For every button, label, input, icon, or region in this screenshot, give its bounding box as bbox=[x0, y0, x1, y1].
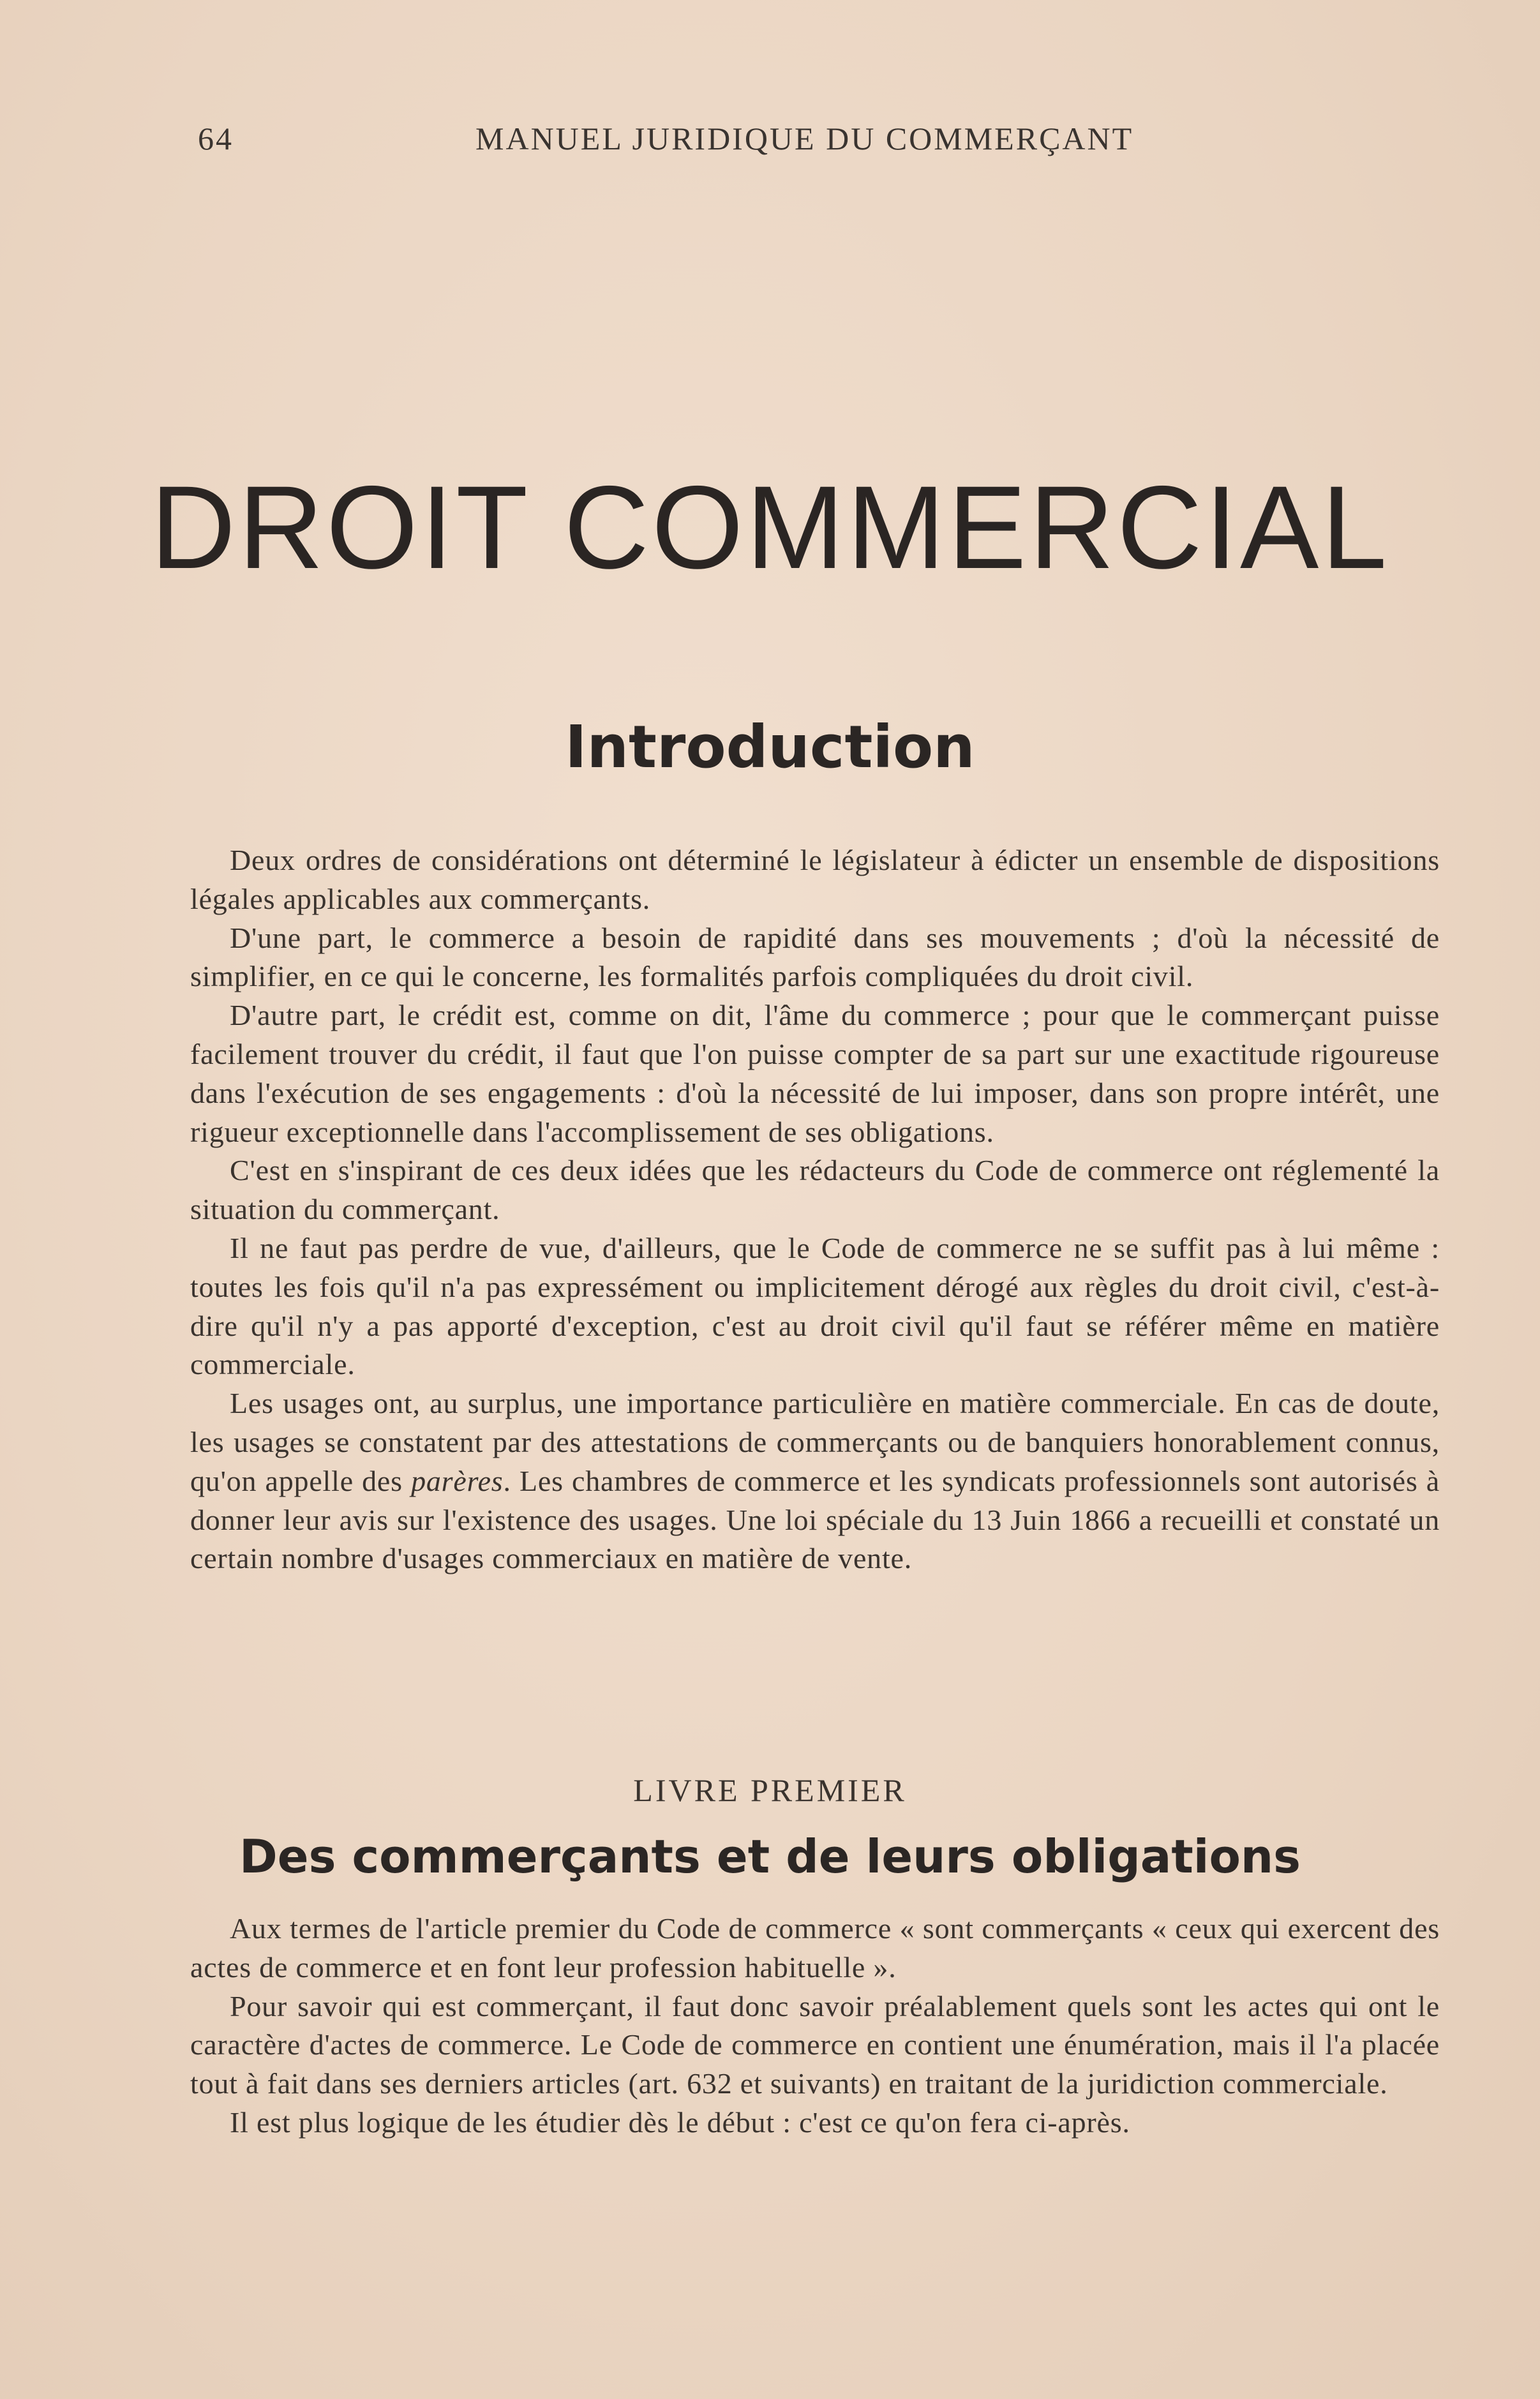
paragraph: Il est plus logique de les étudier dès le début : c'est ce qu'on fera ci-après. bbox=[230, 2105, 1130, 2139]
page-header bbox=[198, 120, 1347, 161]
paragraph-text: . Les chambres de commerce et les syndicats professionnels sont autorisés à donner leur avis sur l'existence des usages. Une loi spéciale du 13 Juin 1866 a recueilli et constaté un certain nombre d'usages commerciaux en matière de vente. bbox=[190, 1464, 1440, 1575]
italic-term: parères bbox=[411, 1464, 504, 1497]
section-title: Introduction bbox=[565, 713, 975, 781]
page-number: 64 bbox=[198, 121, 234, 156]
usages-paragraph bbox=[190, 1384, 1440, 1578]
paragraph-text: Les usages ont, au surplus, une importance particulière en matière commerciale. En cas de doute, les usages se constatent par des attestations de commerçants ou de banquiers honorablement connus, qu'on appelle des bbox=[190, 1387, 1440, 1497]
paragraph: D'autre part, le crédit est, comme on dit, l'âme du commerce ; pour que le commerçant puisse facilement trouver du crédit, il faut que l'on puisse compter de sa part sur une exactitude rigoureuse dans l'exécution de ses engagements : d'où la nécessité de lui imposer, dans son propre intérêt, une rigueur exceptionnelle dans l'accomplissement de ses obligations. bbox=[190, 999, 1440, 1148]
chapter-text bbox=[190, 1909, 1440, 2142]
chapter-title: Des commerçants et de leurs obligations bbox=[239, 1830, 1301, 1883]
paragraph: Deux ordres de considérations ont déterminé le législateur à édicter un ensemble de dispositions légales applicables aux commerçants. bbox=[190, 844, 1440, 915]
paragraph: C'est en s'inspirant de ces deux idées que les rédacteurs du Code de commerce ont réglementé la situation du commerçant. bbox=[190, 1154, 1440, 1226]
paragraph: D'une part, le commerce a besoin de rapidité dans ses mouvements ; d'où la nécessité de simplifier, en ce qui le concerne, les formalités parfois compliquées du droit civil. bbox=[190, 921, 1440, 993]
paragraph: Aux termes de l'article premier du Code de commerce « sont commerçants « ceux qui exercent des actes de commerce et en font leur profession habituelle ». bbox=[190, 1912, 1440, 1984]
main-title: DROIT COMMERCIAL bbox=[150, 462, 1390, 594]
paragraph: Il ne faut pas perdre de vue, d'ailleurs, que le Code de commerce ne se suffit pas à lui même : toutes les fois qu'il n'a pas expressément ou implicitement dérogé aux règles du droit civil, c'est-à-dire qu'il n'y a pas apporté d'exception, c'est au droit civil qu'il faut se référer même en matière commerciale. bbox=[190, 1231, 1440, 1381]
running-title: MANUEL JURIDIQUE DU COMMERÇANT bbox=[475, 121, 1134, 156]
book-label: LIVRE PREMIER bbox=[633, 1772, 907, 1808]
introduction-text bbox=[190, 841, 1440, 1578]
paragraph: Pour savoir qui est commerçant, il faut donc savoir préalablement quels sont les actes qui ont le caractère d'actes de commerce. Le Code de commerce en contient une énumération, mais il l'a placée tout à fait dans ses derniers articles (art. 632 et suivants) en traitant de la juridiction commerciale. bbox=[190, 1989, 1440, 2100]
